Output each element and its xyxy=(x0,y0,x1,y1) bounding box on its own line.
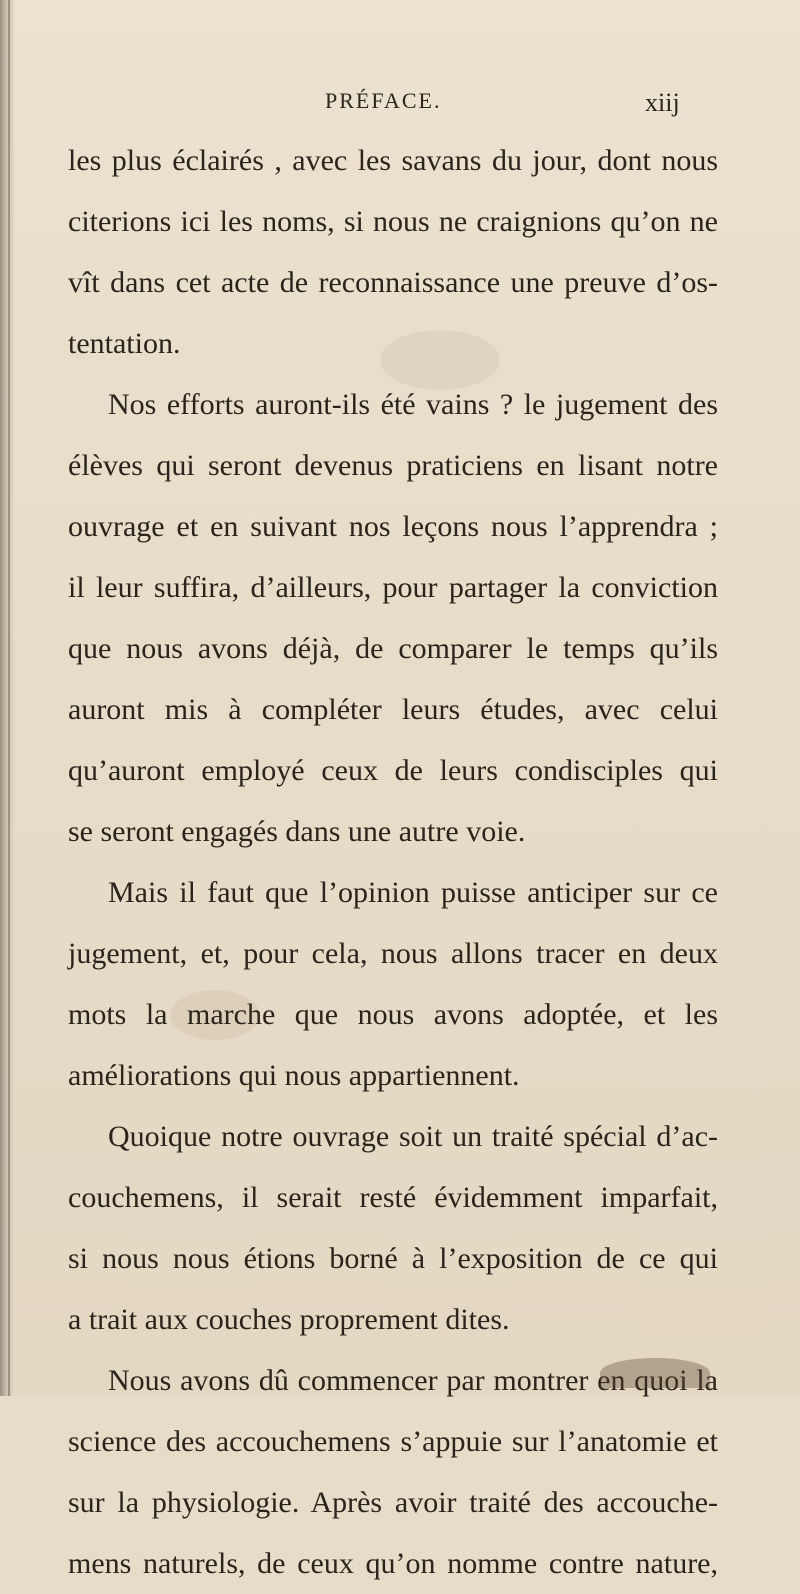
page-binding-line xyxy=(8,0,10,1396)
page-number: xiij xyxy=(645,88,680,117)
text-line: améliorations qui nous appartiennent. xyxy=(68,1059,520,1092)
text-line: Nous avons dû commencer par montrer en quoi la xyxy=(108,1364,718,1397)
text-line: ouvrage et en suivant nos leçons nous l’apprendra ; xyxy=(68,510,718,543)
paper-stain-bottom xyxy=(600,1358,710,1388)
text-line: tentation. xyxy=(68,327,181,360)
text-line: se seront engagés dans une autre voie. xyxy=(68,815,526,848)
text-line: vît dans cet acte de reconnaissance une preuve d’os- xyxy=(68,266,718,299)
text-line: citerions ici les noms, si nous ne craignions qu’on ne xyxy=(68,205,718,238)
text-line: qu’auront employé ceux de leurs condisciples qui xyxy=(68,754,718,787)
page-binding-edge xyxy=(0,0,14,1396)
text-line: si nous nous étions borné à l’exposition de ce qui xyxy=(68,1242,718,1275)
text-line: les plus éclairés , avec les savans du jour, dont nous xyxy=(68,144,718,177)
text-line: Nos efforts auront-ils été vains ? le jugement des xyxy=(108,388,718,421)
page-header xyxy=(0,88,800,128)
text-line: que nous avons déjà, de comparer le temps qu’ils xyxy=(68,632,718,665)
text-line: a trait aux couches proprement dites. xyxy=(68,1303,510,1336)
text-line: Mais il faut que l’opinion puisse anticiper sur ce xyxy=(108,876,718,909)
text-line: élèves qui seront devenus praticiens en lisant notre xyxy=(68,449,718,482)
text-line: science des accouchemens s’appuie sur l’anatomie et xyxy=(68,1425,718,1458)
text-line: jugement, et, pour cela, nous allons tracer en deux xyxy=(68,937,718,970)
text-line: Quoique notre ouvrage soit un traité spécial d’ac- xyxy=(108,1120,718,1153)
running-head: PRÉFACE. xyxy=(325,88,442,113)
text-line: sur la physiologie. Après avoir traité des accouche- xyxy=(68,1486,718,1519)
text-line: auront mis à compléter leurs études, avec celui xyxy=(68,693,718,726)
text-line: couchemens, il serait resté évidemment imparfait, xyxy=(68,1181,718,1214)
text-line: il leur suffira, d’ailleurs, pour partager la conviction xyxy=(68,571,718,604)
text-line: mots la marche que nous avons adoptée, et les xyxy=(68,998,718,1031)
text-line: mens naturels, de ceux qu’on nomme contre nature, xyxy=(68,1547,718,1580)
